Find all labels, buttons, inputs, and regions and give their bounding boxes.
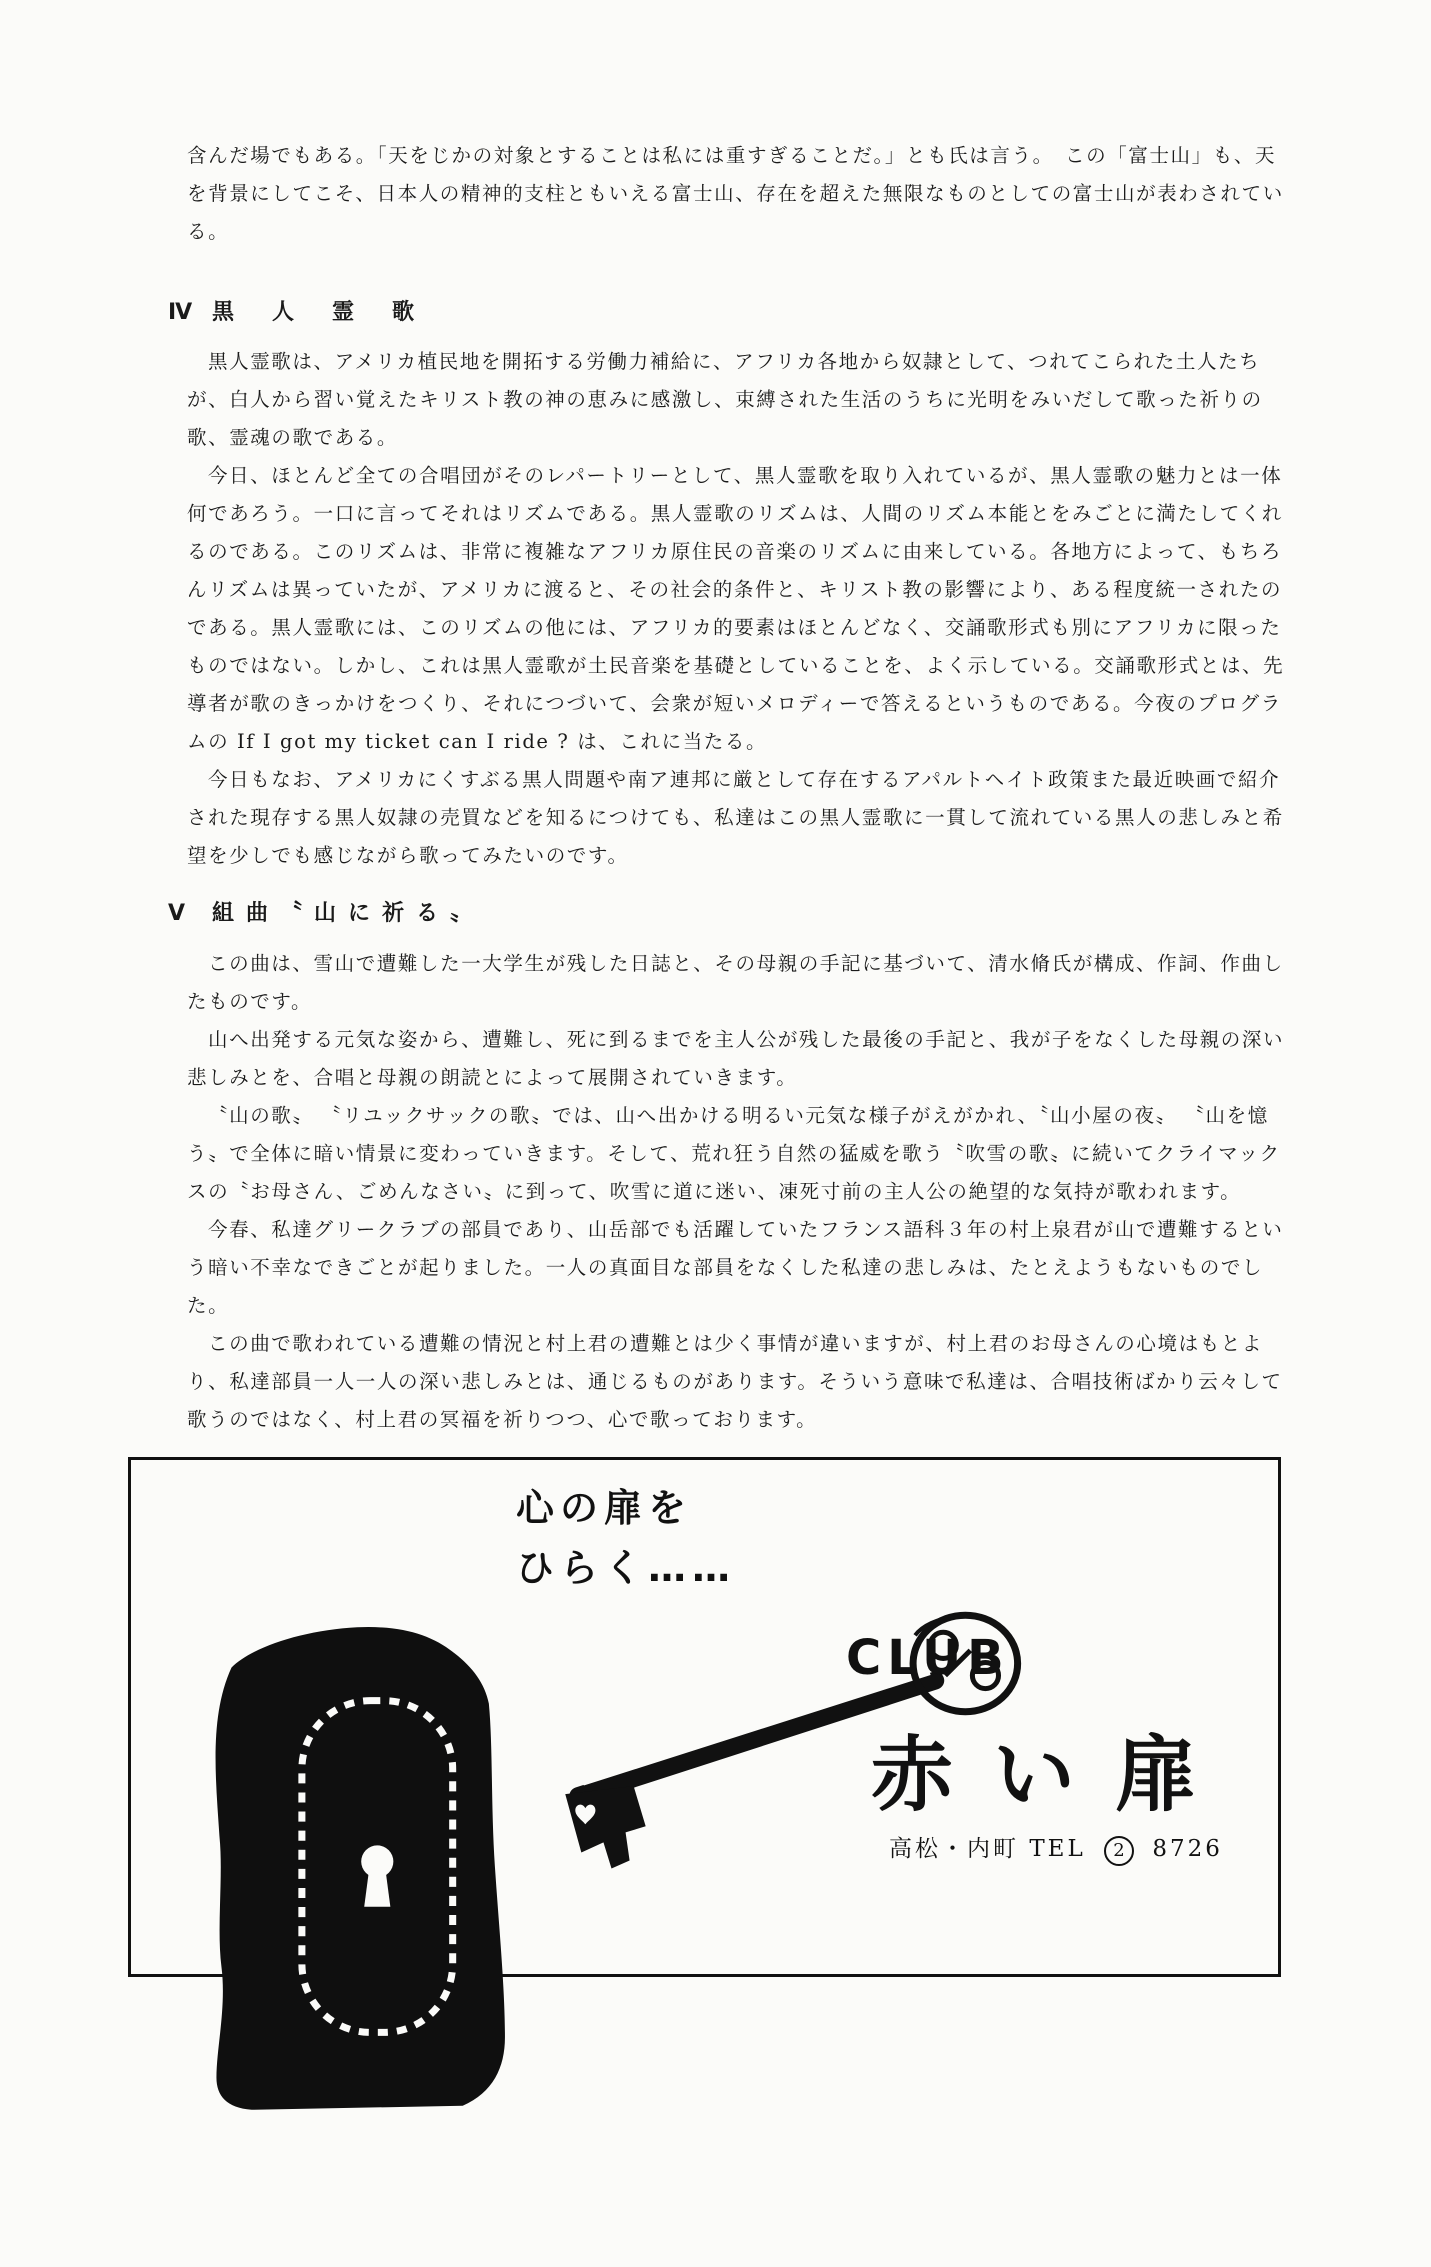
section-5-body: [187, 945, 1297, 1439]
club-advertisement: [128, 1457, 1281, 1977]
section-4-title: 黒人霊歌: [212, 300, 453, 325]
ad-tel-number: 8726: [1152, 1836, 1223, 1862]
ad-tagline: [516, 1478, 736, 1598]
section-4-paragraph: 今日もなお、アメリカにくすぶる黒人問題や南ア連邦に厳として存在するアパルトヘイト政策また最近映画で紹介された現存する黒人奴隷の売買などを知るにつけても、私達はこの黒人霊歌に一貫して流れている黒人の悲しみと希望を少しでも感じながら歌ってみたいのです。: [187, 768, 1284, 867]
ad-tagline-line-2: ひらく……: [516, 1546, 737, 1590]
section-5-paragraph: 今春、私達グリークラブの部員であり、山岳部でも活躍していたフランス語科３年の村上泉君が山で遭難するという暗い不幸なできごとが起りました。一人の真面目な部員をなくした私達の悲しみは、たとえようもないものでした。: [187, 1218, 1284, 1317]
section-5-number: Ⅴ: [168, 901, 188, 926]
section-4-number: Ⅳ: [168, 300, 195, 325]
section-5-paragraph: この曲で歌われている遭難の情況と村上君の遭難とは少く事情が違いますが、村上君のお母さんの心境はもとより、私達部員一人一人の深い悲しみとは、通じるものがあります。そういう意味で私達は、合唱技術ばかり云々して歌うのではなく、村上君の冥福を祈りつつ、心で歌っております。: [187, 1332, 1283, 1431]
ad-tagline-line-1: 心の扉を: [516, 1486, 693, 1530]
section-4-paragraph: 今日、ほとんど全ての合唱団がそのレパートリーとして、黒人霊歌を取り入れているが、黒人霊歌の魅力とは一体何であろう。一口に言ってそれはリズムである。黒人霊歌のリズムは、人間のリズム本能とをみごとに満たしてくれるのである。このリズムは、非常に複雑なアフリカ原住民の音楽のリズムに由来している。各地方によって、もちろんリズムは異っていたが、アメリカに渡ると、その社会的条件と、キリスト教の影響により、ある程度統一されたのである。黒人霊歌には、このリズムの他には、アフリカ的要素はほとんどなく、交誦歌形式も別にアフリカに限ったものではない。しかし、これは黒人霊歌が土民音楽を基礎としていることを、よく示している。交誦歌形式とは、先導者が歌のきっかけをつくり、それにつづいて、会衆が短いメロディーで答えるというものである。今夜のプログラムの If I got my ticket can I ride ? は、これに当たる。: [187, 464, 1285, 753]
ad-tel-area-code: 2: [1104, 1836, 1134, 1866]
ad-location: 高松・内町: [889, 1836, 1019, 1862]
section-5-paragraph: 山へ出発する元気な姿から、遭難し、死に到るまでを主人公が残した最後の手記と、我が子をなくした母親の深い悲しみとを、合唱と母親の朗読とによって展開されていきます。: [187, 1028, 1285, 1089]
section-5-title: 組曲〝山に祈る〟: [212, 901, 485, 926]
intro-text: 含んだ場でもある。「天をじかの対象とすることは私には重すぎることだ。」とも氏は言う。 この「富士山」も、天を背景にしてこそ、日本人の精神的支柱ともいえる富士山、存在を超えた無限なものとしての富士山が表わされている。: [187, 144, 1284, 243]
section-5-heading: [168, 896, 484, 927]
section-4-heading: [168, 295, 452, 326]
section-5-paragraph: この曲は、雪山で遭難した一大学生が残した日誌と、その母親の手記に基づいて、清水脩氏が構成、作詞、作曲したものです。: [187, 952, 1284, 1013]
ad-contact-line: [889, 1830, 1223, 1866]
section-4-paragraph: 黒人霊歌は、アメリカ植民地を開拓する労働力補給に、アフリカ各地から奴隷として、つれてこられた土人たちが、白人から習い覚えたキリスト教の神の恵みに感激し、束縛された生活のうちに光明をみいだして歌った祈りの歌、霊魂の歌である。: [187, 350, 1263, 449]
ad-tel-label: TEL: [1029, 1836, 1086, 1862]
section-4-body: [187, 343, 1297, 875]
section-5-paragraph: 〝山の歌〟 〝リユックサックの歌〟では、山へ出かける明るい元気な様子がえがかれ、〝山小屋の夜〟 〝山を憶う〟で全体に暗い情景に変わっていきます。そして、荒れ狂う自然の猛威を歌う〝吹雪の歌〟に続いてクライマックスの〝お母さん、ごめんなさい〟に到って、吹雪に道に迷い、凍死寸前の主人公の絶望的な気持が歌われます。: [187, 1104, 1281, 1203]
door-silhouette: [216, 1627, 505, 2110]
intro-paragraph: [187, 137, 1297, 251]
ad-club-label: CLUB: [846, 1630, 1010, 1686]
ad-club-name: 赤い扉: [871, 1727, 1238, 1823]
